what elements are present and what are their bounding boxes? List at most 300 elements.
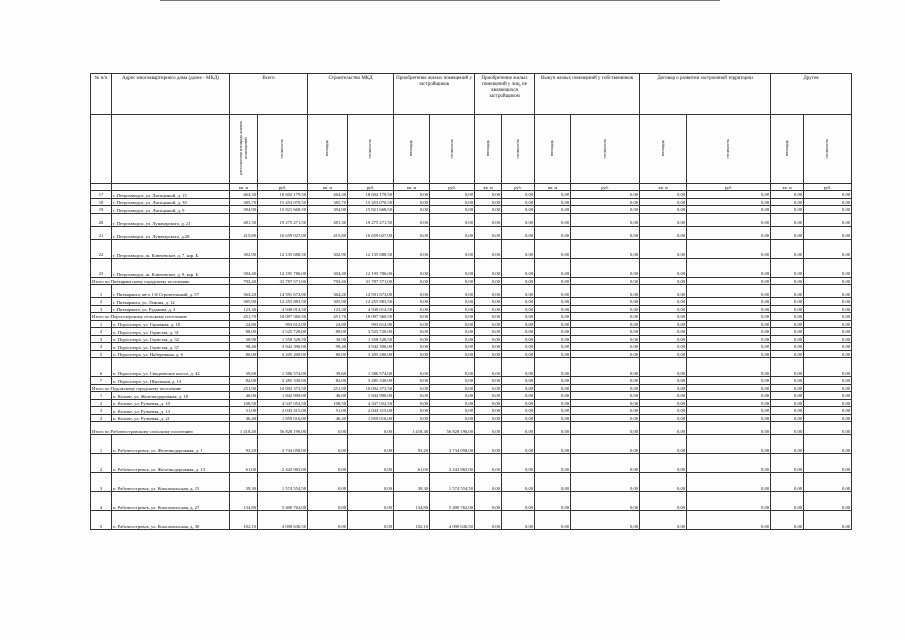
row-number: 3	[91, 305, 112, 313]
row-address: п. Колово, ул. Ручьевая, д. 21	[112, 414, 230, 422]
row-value: 0,00	[475, 511, 502, 530]
row-value: 2 443 965,00	[430, 454, 475, 473]
row-value: 0,00	[502, 258, 535, 277]
row-value: 0,00	[430, 414, 475, 422]
header-acquire-others: Приобретение жилых помещений у лиц, не являющихся застройщиком	[475, 74, 535, 115]
row-value: 0,00	[348, 435, 394, 454]
subheader-cost: стоимость	[514, 138, 520, 158]
row-address: г. Петрозаводск, ул. Лисицыной, д. 15	[112, 191, 230, 199]
row-value: 0,00	[640, 454, 687, 473]
row-address: г. Питкяранта, кв-л 1-й Строительный, д. 57	[112, 285, 230, 298]
row-value: 1 418,40	[230, 422, 258, 435]
row-value: 0,00	[571, 198, 640, 206]
row-value: 0,00	[571, 328, 640, 336]
row-value: 251,90	[230, 384, 258, 392]
row-value: 0,00	[394, 350, 430, 358]
row-value: 0,00	[535, 435, 571, 454]
resettlement-table	[90, 73, 852, 530]
subtotal-label: Итого по Питкярантскому городскому поселению	[91, 277, 230, 285]
row-address: г. Питкяранта, ул. Рудакова, д. 3	[112, 305, 230, 313]
table-row	[91, 392, 852, 400]
row-number: 3	[91, 473, 112, 492]
row-value: 0,00	[687, 435, 771, 454]
row-value: 0,00	[571, 414, 640, 422]
row-value: 0,00	[571, 399, 640, 407]
row-address: г. Петрозаводск, ул. Луначарского, д. 21	[112, 213, 230, 226]
header-row	[91, 74, 852, 115]
row-value: 0,00	[804, 343, 852, 351]
row-value: 0,00	[687, 258, 771, 277]
row-value: 0,00	[475, 335, 502, 343]
row-value: 0,00	[394, 191, 430, 199]
row-value: 0,00	[535, 258, 571, 277]
row-value: 3 942 396,00	[348, 343, 394, 351]
row-value: 0,00	[687, 384, 771, 392]
table-row	[91, 407, 852, 415]
unit-label: руб.	[348, 184, 394, 191]
row-value: 0,00	[430, 343, 475, 351]
unit-label: кв. м	[535, 184, 571, 191]
row-value: 134,80	[394, 492, 430, 511]
row-value: 0,00	[771, 407, 804, 415]
row-value: 0,00	[535, 277, 571, 285]
row-value: 0,00	[771, 305, 804, 313]
table-row	[91, 305, 852, 313]
table-row	[91, 320, 852, 328]
row-value: 0,00	[804, 492, 852, 511]
row-value: 4 940 014,50	[258, 305, 308, 313]
row-value: 0,00	[687, 392, 771, 400]
row-value: 0,00	[535, 198, 571, 206]
row-value: 0,00	[687, 213, 771, 226]
row-value: 0,00	[430, 285, 475, 298]
row-value: 0,00	[502, 313, 535, 321]
row-value: 0,00	[804, 277, 852, 285]
row-number: 20	[91, 213, 112, 226]
unit-label: руб.	[258, 184, 308, 191]
row-value: 0,00	[687, 414, 771, 422]
row-value: 88,00	[308, 328, 348, 336]
row-value: 0,00	[502, 285, 535, 298]
row-value: 0,00	[640, 213, 687, 226]
row-value: 108,50	[308, 399, 348, 407]
row-value: 134,80	[230, 492, 258, 511]
row-value: 1 859 016,00	[348, 414, 394, 422]
row-value: 0,00	[804, 320, 852, 328]
row-value: 0,00	[571, 206, 640, 214]
row-value: 0,00	[804, 407, 852, 415]
row-value: 46,00	[308, 392, 348, 400]
row-value: 0,00	[687, 226, 771, 239]
row-value: 0,00	[475, 422, 502, 435]
row-value: 15 821 668,50	[348, 206, 394, 214]
row-value: 0,00	[571, 239, 640, 258]
row-value: 0,00	[687, 198, 771, 206]
subheader-cost: стоимость	[601, 138, 607, 158]
row-address: п. Поросозеро, ул. Свидоевское шоссе, д. 42	[112, 358, 230, 377]
row-value: 0,00	[475, 377, 502, 385]
row-value: 14 591 673,00	[258, 285, 308, 298]
row-address: п. Рабочеостровск, ул. Комсомольская, д. 15	[112, 473, 230, 492]
table-row	[91, 226, 852, 239]
row-value: 0,00	[687, 422, 771, 435]
subheader-cell	[258, 115, 308, 184]
row-address: п. Поросозеро, ул. Набережная, д. 6	[112, 350, 230, 358]
row-value: 0,00	[687, 277, 771, 285]
row-value: 15 821 668,50	[258, 206, 308, 214]
row-value: 0,00	[687, 335, 771, 343]
row-value: 0,00	[804, 435, 852, 454]
row-value: 0,00	[571, 350, 640, 358]
row-value: 0,00	[394, 384, 430, 392]
row-number: 19	[91, 206, 112, 214]
row-value: 12 255 883,50	[258, 298, 308, 306]
row-value: 0,00	[571, 392, 640, 400]
row-value: 0,00	[535, 422, 571, 435]
subheader-cost: стоимость	[725, 138, 731, 158]
row-value: 1 558 528,50	[258, 335, 308, 343]
row-value: 0,00	[535, 454, 571, 473]
row-value: 481,30	[308, 213, 348, 226]
row-value: 0,00	[640, 320, 687, 328]
row-value: 0,00	[804, 191, 852, 199]
row-value: 0,00	[535, 377, 571, 385]
row-value: 0,00	[804, 392, 852, 400]
row-value: 0,00	[430, 328, 475, 336]
row-value: 39,60	[308, 358, 348, 377]
row-value: 0,00	[640, 392, 687, 400]
row-value: 0,00	[571, 384, 640, 392]
row-value: 0,00	[771, 277, 804, 285]
unit-label: кв. м	[771, 184, 804, 191]
row-value: 0,00	[535, 313, 571, 321]
row-value: 0,00	[502, 343, 535, 351]
row-address: п. Рабочеостровск, ул. Комсомольская, д. 27	[112, 492, 230, 511]
row-value: 0,00	[394, 392, 430, 400]
row-value: 1 574 554,50	[430, 473, 475, 492]
row-value: 0,00	[640, 492, 687, 511]
row-value: 0,00	[502, 198, 535, 206]
table-row	[91, 213, 852, 226]
row-address: г. Петрозаводск, ш. Ключевское, д. 7, кор. Б	[112, 239, 230, 258]
row-value: 0,00	[804, 239, 852, 258]
row-value: 0,00	[771, 191, 804, 199]
row-number: 4	[91, 343, 112, 351]
row-value: 3 734 058,00	[430, 435, 475, 454]
row-value: 0,00	[475, 305, 502, 313]
row-value: 0,00	[771, 358, 804, 377]
header-acquire-dev: Приобретение жилых помещений у застройщиков	[394, 74, 475, 115]
row-value: 0,00	[571, 191, 640, 199]
row-value: 302,90	[230, 239, 258, 258]
row-value: 0,00	[475, 191, 502, 199]
row-value: 0,00	[430, 407, 475, 415]
row-number: 22	[91, 239, 112, 258]
row-value: 1 586 574,00	[348, 358, 394, 377]
row-address: п. Колово, ул. Ручьевая, д. 13	[112, 407, 230, 415]
header-total: Всего	[230, 74, 308, 115]
row-value: 0,00	[640, 206, 687, 214]
row-value: 0,00	[640, 239, 687, 258]
table-row	[91, 239, 852, 258]
subheader-cell	[230, 115, 258, 184]
row-address: п. Рабочеостровск, ул. Комсомольская, д. 30	[112, 511, 230, 530]
row-value: 0,00	[687, 328, 771, 336]
row-value: 19 275 271,50	[258, 213, 308, 226]
row-value: 0,00	[348, 511, 394, 530]
row-value: 0,00	[430, 258, 475, 277]
row-value: 18 602 179,50	[348, 191, 394, 199]
units-row	[91, 184, 852, 191]
row-number: 6	[91, 358, 112, 377]
row-value: 0,00	[394, 407, 430, 415]
row-value: 0,00	[804, 422, 852, 435]
row-value: 51,00	[230, 407, 258, 415]
row-value: 0,00	[571, 313, 640, 321]
row-value: 993 612,00	[348, 320, 394, 328]
row-value: 0,00	[502, 492, 535, 511]
row-value: 98,40	[230, 343, 258, 351]
row-value: 0,00	[640, 435, 687, 454]
table-row	[91, 343, 852, 351]
row-value: 12 255 883,50	[348, 298, 394, 306]
row-value: 793,40	[308, 277, 348, 285]
unit-label: руб.	[687, 184, 771, 191]
row-value: 0,00	[687, 191, 771, 199]
row-address: г. Питкяранта, ул. Ленина, д. 12	[112, 298, 230, 306]
row-value: 464,30	[308, 191, 348, 199]
row-value: 1 418,40	[394, 422, 430, 435]
row-value: 3 285 330,00	[348, 377, 394, 385]
row-value: 0,00	[535, 239, 571, 258]
row-value: 0,00	[640, 305, 687, 313]
header-buyout: Выкуп жилых помещений у собственников	[535, 74, 640, 115]
row-value: 0,00	[394, 213, 430, 226]
table-row	[91, 492, 852, 511]
row-number: 2	[91, 399, 112, 407]
row-value: 88,00	[230, 328, 258, 336]
row-value: 0,00	[640, 473, 687, 492]
row-value: 0,00	[394, 226, 430, 239]
row-value: 0,00	[475, 392, 502, 400]
row-value: 0,00	[771, 399, 804, 407]
row-value: 4 090 636,50	[430, 511, 475, 530]
row-value: 51,00	[308, 407, 348, 415]
row-value: 0,00	[687, 358, 771, 377]
row-value: 0,00	[502, 454, 535, 473]
row-value: 46,40	[308, 414, 348, 422]
row-value: 0,00	[571, 511, 640, 530]
row-value: 0,00	[430, 191, 475, 199]
header-construction: Строительство МКД	[308, 74, 394, 115]
row-value: 123,30	[308, 305, 348, 313]
unit-label: руб.	[502, 184, 535, 191]
row-value: 0,00	[394, 198, 430, 206]
row-value: 0,00	[394, 358, 430, 377]
row-number: 21	[91, 226, 112, 239]
row-value: 0,00	[571, 343, 640, 351]
table-row	[91, 298, 852, 306]
row-value: 0,00	[804, 350, 852, 358]
row-value: 0,00	[571, 226, 640, 239]
row-value: 0,00	[430, 213, 475, 226]
row-number: 4	[91, 414, 112, 422]
row-value: 1 586 574,00	[258, 358, 308, 377]
row-value: 0,00	[571, 454, 640, 473]
subheader-cell	[430, 115, 475, 184]
row-value: 0,00	[502, 384, 535, 392]
row-value: 0,00	[394, 305, 430, 313]
row-value: 93,20	[394, 435, 430, 454]
table-row	[91, 285, 852, 298]
row-value: 0,00	[535, 414, 571, 422]
row-value: 364,20	[308, 285, 348, 298]
row-value: 0,00	[502, 350, 535, 358]
row-value: 0,00	[687, 473, 771, 492]
row-value: 0,00	[640, 335, 687, 343]
row-value: 0,00	[502, 239, 535, 258]
row-number: 2	[91, 298, 112, 306]
row-value: 0,00	[804, 511, 852, 530]
row-value: 0,00	[804, 358, 852, 377]
row-value: 18 097 360,50	[348, 313, 394, 321]
units-blank	[91, 184, 112, 191]
row-value: 16 659 027,00	[258, 226, 308, 239]
row-value: 0,00	[804, 213, 852, 226]
row-value: 0,00	[771, 350, 804, 358]
row-value: 12 135 688,50	[348, 239, 394, 258]
unit-label: руб.	[571, 184, 640, 191]
row-value: 394,90	[230, 206, 258, 214]
subtotal-row	[91, 422, 852, 435]
row-number: 18	[91, 198, 112, 206]
row-number: 1	[91, 392, 112, 400]
row-value: 0,00	[687, 305, 771, 313]
row-value: 93,20	[230, 435, 258, 454]
row-value: 305,90	[230, 298, 258, 306]
header-agreement: Договор о развитии застроенной территории	[640, 74, 771, 115]
row-value: 394,90	[308, 206, 348, 214]
row-value: 0,00	[571, 422, 640, 435]
subheader-blank	[91, 115, 112, 184]
row-value: 3 285 330,00	[258, 377, 308, 385]
subheader-cell	[571, 115, 640, 184]
row-value: 304,40	[308, 258, 348, 277]
row-value: 0,00	[771, 320, 804, 328]
row-value: 80,00	[230, 350, 258, 358]
row-address: г. Петрозаводск, ул. Лисицыной, д. 30	[112, 198, 230, 206]
row-value: 0,00	[475, 350, 502, 358]
row-value: 16 659 027,00	[348, 226, 394, 239]
row-value: 0,00	[640, 399, 687, 407]
subtotal-label: Итого по Поросозерскому сельскому поселению	[91, 313, 230, 321]
row-value: 415,80	[230, 226, 258, 239]
table-row	[91, 511, 852, 530]
row-value: 1 558 528,50	[348, 335, 394, 343]
row-value: 0,00	[502, 213, 535, 226]
row-value: 0,00	[687, 407, 771, 415]
row-value: 0,00	[571, 358, 640, 377]
row-value: 0,00	[475, 239, 502, 258]
row-value: 0,00	[571, 213, 640, 226]
subheader-cell	[804, 115, 852, 184]
row-value: 2 443 965,00	[258, 454, 308, 473]
row-value: 0,00	[640, 285, 687, 298]
row-value: 0,00	[394, 320, 430, 328]
table-row	[91, 335, 852, 343]
row-value: 46,00	[230, 392, 258, 400]
row-value: 0,00	[502, 414, 535, 422]
row-value: 0,00	[535, 305, 571, 313]
row-value: 98,40	[308, 343, 348, 351]
row-value: 39,30	[394, 473, 430, 492]
row-value: 364,20	[230, 285, 258, 298]
row-value: 3 942 396,00	[258, 343, 308, 351]
table-row	[91, 414, 852, 422]
row-value: 0,00	[308, 435, 348, 454]
row-value: 0,00	[535, 335, 571, 343]
subheader-cell	[640, 115, 687, 184]
row-value: 0,00	[640, 377, 687, 385]
row-value: 0,00	[430, 277, 475, 285]
row-value: 0,00	[430, 392, 475, 400]
row-value: 0,00	[535, 511, 571, 530]
row-value: 0,00	[771, 285, 804, 298]
subheader-cell	[687, 115, 771, 184]
row-value: 0,00	[571, 320, 640, 328]
row-value: 5 400 762,00	[258, 492, 308, 511]
row-address: п. Поросозеро, ул. Школьная, д. 13	[112, 377, 230, 385]
row-value: 0,00	[571, 298, 640, 306]
row-value: 0,00	[804, 258, 852, 277]
row-value: 0,00	[475, 473, 502, 492]
row-number: 5	[91, 350, 112, 358]
row-value: 0,00	[771, 473, 804, 492]
row-value: 0,00	[502, 328, 535, 336]
subheader-blank	[112, 115, 230, 184]
row-value: 0,00	[394, 414, 430, 422]
row-value: 302,90	[308, 239, 348, 258]
row-value: 0,00	[475, 343, 502, 351]
subtotal-label: Итого по Рабочеостровскому сельскому поселению	[91, 422, 230, 435]
row-value: 2 043 315,00	[258, 407, 308, 415]
row-value: 0,00	[535, 492, 571, 511]
subheader-row	[91, 115, 852, 184]
row-value: 0,00	[502, 277, 535, 285]
row-value: 0,00	[475, 198, 502, 206]
row-value: 0,00	[771, 298, 804, 306]
row-value: 5 400 762,00	[430, 492, 475, 511]
row-address: г. Петрозаводск, ш. Ключевское, д. 9, кор. Б	[112, 258, 230, 277]
subheader-cell	[535, 115, 571, 184]
row-value: 0,00	[571, 305, 640, 313]
row-value: 0,00	[571, 377, 640, 385]
row-value: 0,00	[571, 435, 640, 454]
row-value: 0,00	[475, 384, 502, 392]
row-value: 0,00	[687, 511, 771, 530]
row-value: 0,00	[687, 454, 771, 473]
row-value: 305,90	[308, 298, 348, 306]
row-value: 0,00	[687, 343, 771, 351]
row-value: 0,00	[394, 298, 430, 306]
row-value: 0,00	[804, 399, 852, 407]
row-value: 0,00	[502, 392, 535, 400]
row-value: 0,00	[502, 422, 535, 435]
row-value: 451,70	[308, 313, 348, 321]
row-value: 0,00	[640, 407, 687, 415]
row-value: 0,00	[640, 358, 687, 377]
row-value: 15 453 070,50	[258, 198, 308, 206]
